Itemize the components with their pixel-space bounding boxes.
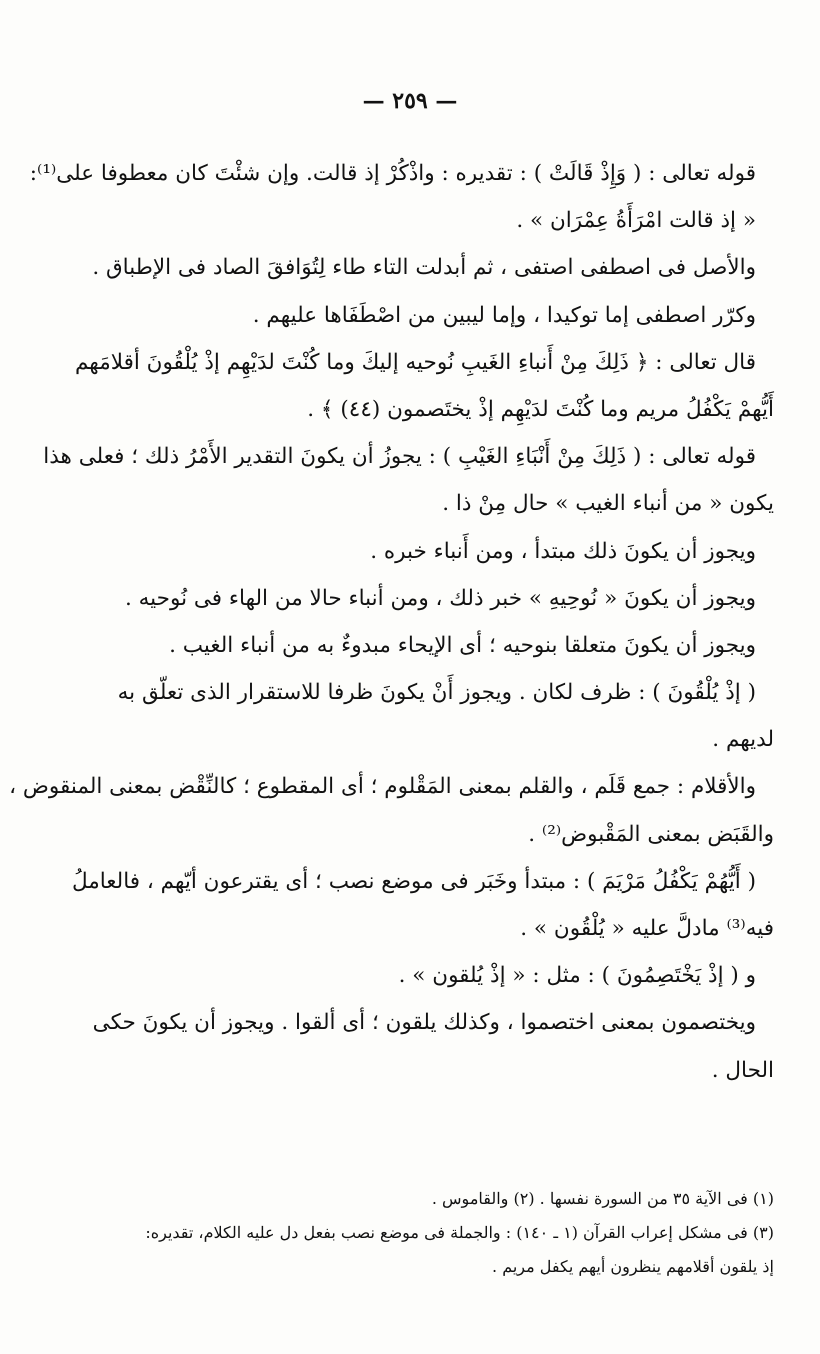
footnote-line: إذ يلقون أقلامهم ينظرون أيهم يكفل مريم . bbox=[492, 1257, 774, 1276]
text-line: والأصل فى اصطفى اصتفى ، ثم أبدلت التاء طاء لِتُوَافقَ الصاد فى الإطباق . bbox=[92, 255, 756, 281]
text-line: والأقلام : جمع قَلَم ، والقلم بمعنى المَقْلوم ؛ أى المقطوع ؛ كالنِّقْض بمعنى المنقوض ، bbox=[9, 774, 756, 800]
text-line: قال تعالى : ﴿ ذَلِكَ مِنْ أَنباءِ الغَيبِ نُوحيه إليكَ وما كُنْتَ لدَيْهِم إذْ يُلْقُونَ أقلامَهم bbox=[75, 349, 756, 375]
text-line: وكرّر اصطفى إما توكيدا ، وإما ليبين من اصْطَفَاها عليهم . bbox=[252, 302, 756, 328]
text-line: ويختصمون بمعنى اختصموا ، وكذلك يلقون ؛ أى ألقوا . ويجوز أن يكونَ حكى bbox=[92, 1010, 756, 1036]
text-line: قوله تعالى : ( ذَلِكَ مِنْ أَنْبَاءِ الغَيْبِ ) : يجوزُ أن يكونَ التقدير الأَمْرُ ذلك ؛ فعلى هذا bbox=[43, 444, 756, 470]
footnotes bbox=[42, 1182, 774, 1284]
text-line: الحال . bbox=[711, 1057, 774, 1083]
text-line: ويجوز أن يكونَ ذلك مبتدأ ، ومن أَنباء خبره . bbox=[370, 538, 756, 564]
footnote-line: (١) فى الآية ٣٥ من السورة نفسها . (٢) والقاموس . bbox=[431, 1189, 774, 1208]
text-line: « إذ قالت امْرَأَةُ عِمْرَان » . bbox=[516, 208, 756, 234]
text-line: فيه⁽³⁾ مادلَّ عليه « يُلْقُون » . bbox=[520, 916, 774, 941]
text-line: والقَبَض بمعنى المَقْبوض⁽²⁾ . bbox=[528, 821, 774, 847]
text-line: ويجوز أن يكونَ « نُوحِيهِ » خبر ذلك ، ومن أنباء حالا من الهاء فى نُوحيه . bbox=[124, 585, 756, 611]
text-line: أَيُّهمْ يَكْفُلُ مريم وما كُنْتَ لدَيْهِم إذْ يختَصمون (٤٤) ﴾ . bbox=[307, 396, 774, 422]
footnote-line: (٣) فى مشكل إعراب القرآن (١ ـ ١٤٠) : والجملة فى موضع نصب بفعل دل عليه الكلام، تقديره: bbox=[145, 1223, 774, 1242]
text-line: يكون « من أنباء الغيب » حال مِنْ ذا . bbox=[442, 491, 774, 517]
text-line: لديهم . bbox=[712, 727, 774, 753]
text-line: ويجوز أن يكونَ متعلقا بنوحيه ؛ أى الإيحاء مبدوءٌ به من أنباء الغيب . bbox=[169, 632, 756, 658]
text-line: و ( إذْ يَخْتَصِمُونَ ) : مثل : « إذْ يُلقون » . bbox=[398, 963, 756, 989]
text-line: ( أَيُّهُمْ يَكْفُلُ مَرْيَمَ ) : مبتدأ وخَبَر فى موضع نصب ؛ أى يقترعون أيّهم ، فالعاملُ bbox=[71, 868, 756, 894]
main-text bbox=[9, 150, 774, 1094]
page-number: — ٢٥٩ — bbox=[362, 88, 458, 114]
text-line: قوله تعالى : ( وَإِذْ قَالَتْ ) : تقديره : واذْكُرْ إذ قالت. وإن شئْتَ كان معطوفا على⁽¹⁾: bbox=[29, 161, 756, 186]
text-line: ( إذْ يُلْقُونَ ) : ظرف لكان . ويجوز أَنْ يكونَ ظرفا للاستقرار الذى تعلّق به bbox=[117, 680, 756, 706]
